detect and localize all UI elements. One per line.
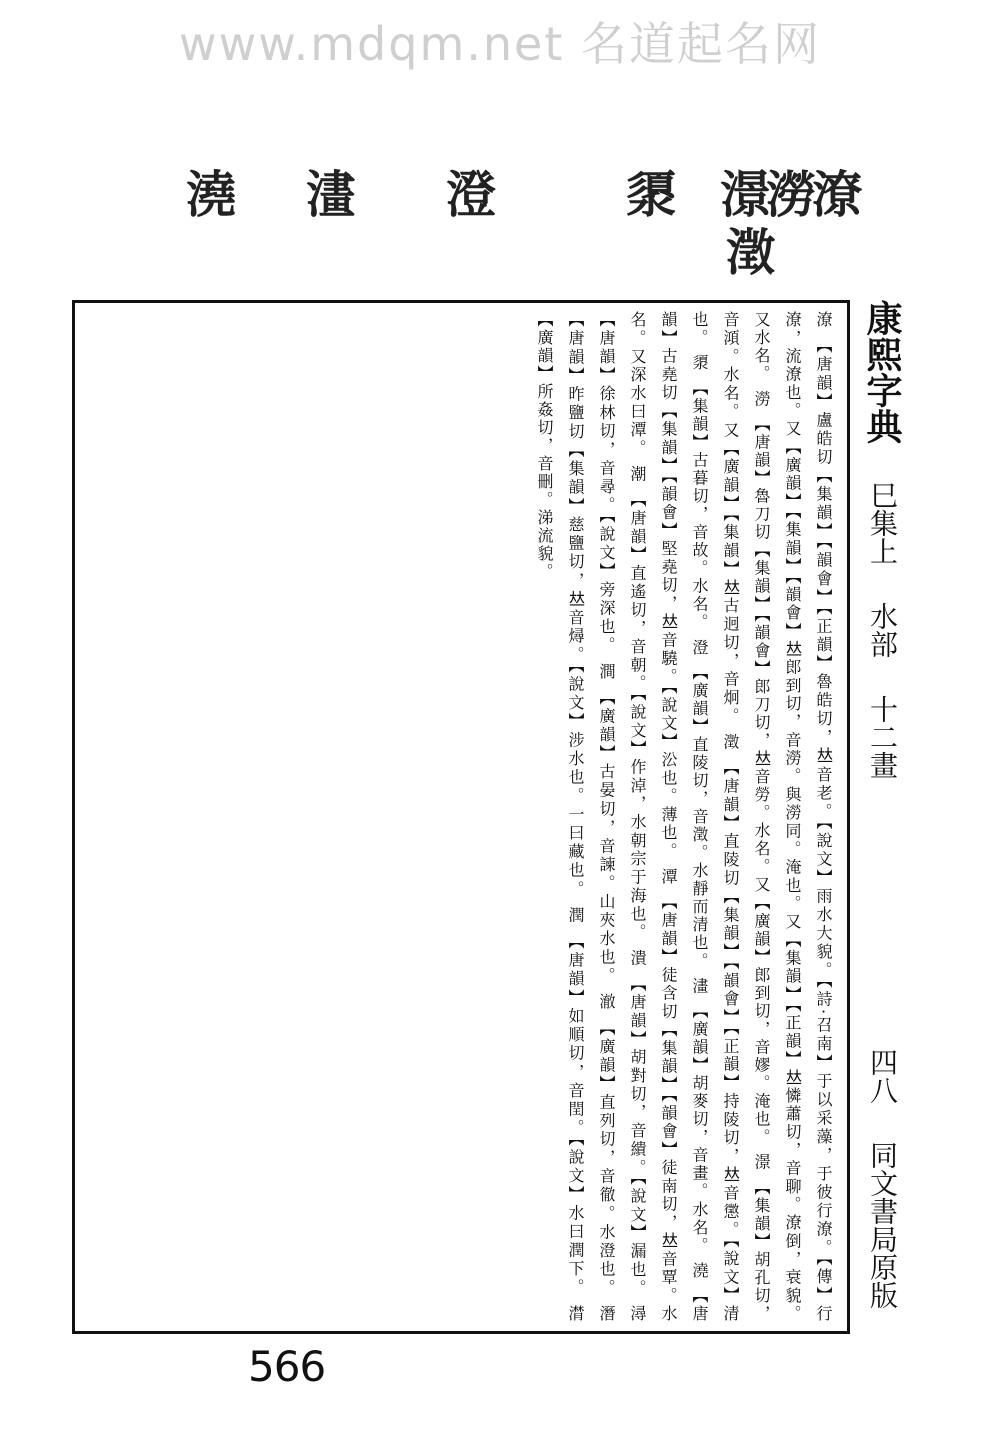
entries-text: 潦 【唐韻】盧皓切【集韻】【韻會】【正韻】魯皓切，𠀤音老。【說文】雨水大貌。【詩·召南】于以采藻，于彼行潦。【傳】行潦，流潦也。又【廣韻】【集韻】【韻會】𠀤郎到切，音澇。與澇同。淹也。又【集韻】【正韻】𠀤憐蕭切，音聊。潦倒，衰貌。又水名。 澇 【唐韻】魯刀切【集韻】【韻會】郎刀切，𠀤音勞。水名。又【廣韻】郎到切，音嫪。淹也。 澋 【集韻】胡孔切，音澒。水名。又【廣韻】【集韻】𠀤古迥切，音炯。 澂 【唐韻】直陵切【集韻】【韻會】【正韻】持陵切，𠀤音懲。【說文】清也。 澃 【集韻】古暮切，音故。水名。 澄 【廣韻】直陵切，音澂。水靜而清也。 澅 【廣韻】胡麥切，音畫。水名。 澆 【唐韻】古堯切【集韻】【韻會】堅堯切，𠀤音驍。【說文】㳂也。薄也。 潭 【唐韻】徒含切【集韻】【韻會】徒南切，𠀤音覃。水名。又深水曰潭。 潮 【唐韻】直遙切，音朝。【說文】作淖，水朝宗于海也。 潰 【唐韻】胡對切，音繢。【說文】漏也。 潯 【唐韻】徐林切，音尋。【說文】旁深也。 澗 【廣韻】古晏切，音諫。山夾水也。 澈 【廣韻】直列切，音徹。水澄也。 潛 【唐韻】昨鹽切【集韻】慈鹽切，𠀤音燖。【說文】涉水也。一曰藏也。 潤 【唐韻】如順切，音閏。【說文】水曰潤下。 潸 【廣韻】所姦切，音刪。涕流貌。 — [535, 311, 833, 1323]
stroke-count: 十二畫 — [866, 694, 899, 779]
running-head — [852, 300, 910, 1334]
radical-section: 水部 — [866, 601, 899, 658]
seal-headword: 澇 — [758, 168, 817, 218]
volume-label: 巳集上 — [866, 480, 899, 565]
seal-headword: 澋 — [712, 168, 771, 218]
publisher-label: 同文書局原版 — [866, 1140, 899, 1309]
page-number: 566 — [248, 1342, 326, 1391]
seal-headword: 澅 — [298, 168, 357, 218]
folio-label: 四八 — [866, 1047, 899, 1104]
seal-headword: 澄 — [438, 168, 497, 218]
seal-headword: 澆 — [178, 168, 237, 218]
seal-headword: 澃 — [618, 168, 677, 218]
dictionary-text-frame — [72, 300, 850, 1334]
site-watermark: www.mdqm.net 名道起名网 — [178, 17, 822, 71]
seal-headword: 澂 — [718, 226, 777, 276]
dictionary-entries — [83, 311, 839, 1323]
seal-headword: 潦 — [804, 168, 863, 218]
seal-script-headword-row — [0, 168, 1000, 278]
dictionary-title: 康熙字典 — [861, 300, 903, 444]
